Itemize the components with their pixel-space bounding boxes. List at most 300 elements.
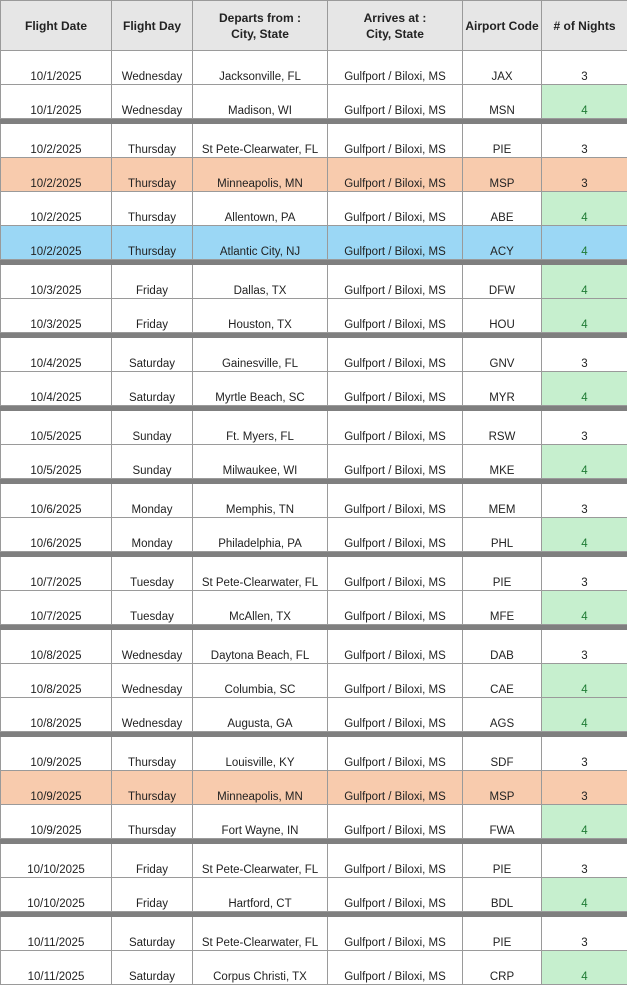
cell-flight-day[interactable]: [112, 51, 193, 85]
cell-airport-code[interactable]: [463, 484, 542, 518]
cell-departs-city-text: Fort Wayne, IN: [221, 825, 299, 837]
cell-flight-date-text: 10/2/2025: [30, 246, 82, 258]
cell-arrives-city[interactable]: [328, 917, 463, 951]
header-arrives-line2: City, State: [366, 26, 424, 41]
cell-flight-day[interactable]: [112, 124, 193, 158]
cell-nights-text: 3: [581, 757, 588, 769]
cell-flight-day-text: Wednesday: [121, 718, 183, 730]
cell-flight-day[interactable]: [112, 518, 193, 552]
cell-flight-date[interactable]: [1, 630, 112, 664]
cell-airport-code-text: CAE: [490, 684, 514, 696]
cell-flight-day-text: Saturday: [128, 358, 176, 370]
cell-flight-date[interactable]: [1, 557, 112, 591]
header-flight-date[interactable]: Flight Date: [1, 1, 112, 51]
cell-departs-city[interactable]: [193, 664, 328, 698]
cell-arrives-city[interactable]: [328, 445, 463, 479]
cell-departs-city-text: Myrtle Beach, SC: [215, 392, 305, 404]
cell-flight-day-text: Monday: [131, 504, 173, 516]
cell-flight-day[interactable]: [112, 158, 193, 192]
cell-airport-code[interactable]: [463, 51, 542, 85]
cell-departs-city-text: Madison, WI: [228, 105, 292, 117]
table-row: [1, 445, 627, 479]
cell-airport-code-text: JAX: [491, 71, 513, 83]
header-number-of-nights[interactable]: # of Nights: [542, 1, 627, 51]
cell-nights[interactable]: [542, 951, 627, 985]
cell-airport-code[interactable]: [463, 265, 542, 299]
cell-flight-day-text: Friday: [136, 319, 168, 331]
cell-departs-city[interactable]: [193, 51, 328, 85]
cell-flight-day[interactable]: [112, 338, 193, 372]
cell-departs-city[interactable]: [193, 445, 328, 479]
cell-nights-text: 3: [581, 431, 588, 443]
cell-nights[interactable]: [542, 844, 627, 878]
cell-flight-day[interactable]: [112, 372, 193, 406]
cell-flight-day-text: Tuesday: [130, 611, 174, 623]
cell-arrives-city-text: Gulfport / Biloxi, MS: [344, 71, 446, 83]
cell-arrives-city-text: Gulfport / Biloxi, MS: [344, 144, 446, 156]
cell-arrives-city-text: Gulfport / Biloxi, MS: [344, 577, 446, 589]
cell-flight-day[interactable]: [112, 805, 193, 839]
cell-flight-date-text: 10/8/2025: [30, 718, 82, 730]
cell-flight-day[interactable]: [112, 445, 193, 479]
cell-arrives-city[interactable]: [328, 372, 463, 406]
cell-airport-code[interactable]: [463, 445, 542, 479]
cell-airport-code-text: RSW: [488, 431, 516, 443]
cell-nights-text: 3: [581, 71, 588, 83]
cell-nights[interactable]: [542, 591, 627, 625]
table-row: [1, 192, 627, 226]
cell-airport-code[interactable]: [463, 737, 542, 771]
cell-airport-code[interactable]: [463, 124, 542, 158]
cell-nights-text: 3: [581, 864, 588, 876]
cell-flight-day[interactable]: [112, 951, 193, 985]
table-row: [1, 372, 627, 406]
header-flight-day[interactable]: Flight Day: [112, 1, 193, 51]
cell-flight-date-text: 10/4/2025: [30, 358, 82, 370]
cell-departs-city-text: Louisville, KY: [225, 757, 295, 769]
cell-flight-day[interactable]: [112, 737, 193, 771]
cell-nights-text: 3: [581, 178, 588, 190]
cell-flight-day[interactable]: [112, 844, 193, 878]
cell-arrives-city[interactable]: [328, 51, 463, 85]
cell-departs-city-text: Houston, TX: [228, 319, 292, 331]
cell-flight-date-text: 10/11/2025: [27, 971, 85, 983]
cell-flight-date[interactable]: [1, 484, 112, 518]
cell-departs-city-text: Minneapolis, MN: [217, 791, 303, 803]
cell-airport-code-text: CRP: [489, 971, 515, 983]
cell-airport-code-text: PHL: [490, 538, 514, 550]
cell-airport-code-text: MEM: [488, 504, 516, 516]
cell-arrives-city[interactable]: [328, 299, 463, 333]
cell-flight-date[interactable]: [1, 445, 112, 479]
cell-departs-city-text: St Pete-Clearwater, FL: [201, 864, 319, 876]
cell-departs-city[interactable]: [193, 951, 328, 985]
cell-nights-text: 3: [581, 650, 588, 662]
cell-nights-text: 3: [581, 791, 588, 803]
cell-airport-code[interactable]: [463, 299, 542, 333]
cell-nights[interactable]: [542, 664, 627, 698]
cell-arrives-city-text: Gulfport / Biloxi, MS: [344, 757, 446, 769]
cell-nights[interactable]: [542, 878, 627, 912]
cell-flight-date-text: 10/5/2025: [30, 431, 82, 443]
cell-departs-city-text: Philadelphia, PA: [218, 538, 302, 550]
cell-departs-city[interactable]: [193, 484, 328, 518]
cell-flight-date-text: 10/7/2025: [30, 611, 82, 623]
cell-airport-code-text: HOU: [489, 319, 515, 331]
cell-nights-text: 4: [581, 212, 588, 224]
cell-flight-date[interactable]: [1, 844, 112, 878]
cell-flight-date[interactable]: [1, 411, 112, 445]
cell-nights[interactable]: [542, 411, 627, 445]
cell-flight-date-text: 10/5/2025: [30, 465, 82, 477]
cell-airport-code[interactable]: [463, 518, 542, 552]
cell-flight-day-text: Saturday: [128, 937, 176, 949]
cell-arrives-city-text: Gulfport / Biloxi, MS: [344, 898, 446, 910]
cell-nights[interactable]: [542, 51, 627, 85]
cell-flight-day[interactable]: [112, 484, 193, 518]
cell-flight-date[interactable]: [1, 51, 112, 85]
cell-arrives-city[interactable]: [328, 805, 463, 839]
cell-flight-date[interactable]: [1, 917, 112, 951]
cell-airport-code-text: MYR: [489, 392, 515, 404]
cell-airport-code-text: ABE: [490, 212, 514, 224]
cell-flight-day[interactable]: [112, 878, 193, 912]
cell-departs-city-text: Atlantic City, NJ: [219, 246, 301, 258]
cell-departs-city-text: St Pete-Clearwater, FL: [201, 577, 319, 589]
cell-departs-city[interactable]: [193, 265, 328, 299]
cell-arrives-city[interactable]: [328, 591, 463, 625]
cell-airport-code-text: DFW: [488, 285, 516, 297]
header-departs-from[interactable]: [193, 1, 328, 51]
cell-airport-code[interactable]: [463, 338, 542, 372]
cell-arrives-city-text: Gulfport / Biloxi, MS: [344, 105, 446, 117]
cell-airport-code[interactable]: [463, 411, 542, 445]
cell-flight-date[interactable]: [1, 192, 112, 226]
cell-airport-code[interactable]: [463, 771, 542, 805]
table-row: [1, 805, 627, 839]
cell-flight-date[interactable]: [1, 85, 112, 119]
cell-nights[interactable]: [542, 338, 627, 372]
table-row: [1, 591, 627, 625]
cell-flight-day-text: Thursday: [128, 178, 176, 190]
cell-flight-date-text: 10/1/2025: [30, 71, 82, 83]
cell-arrives-city-text: Gulfport / Biloxi, MS: [344, 431, 446, 443]
cell-airport-code[interactable]: [463, 557, 542, 591]
cell-departs-city[interactable]: [193, 844, 328, 878]
cell-arrives-city[interactable]: [328, 664, 463, 698]
cell-nights-text: 4: [581, 971, 588, 983]
cell-airport-code-text: MFE: [489, 611, 515, 623]
cell-flight-day-text: Thursday: [128, 212, 176, 224]
table-row: [1, 299, 627, 333]
cell-nights[interactable]: [542, 557, 627, 591]
cell-departs-city[interactable]: [193, 158, 328, 192]
cell-arrives-city-text: Gulfport / Biloxi, MS: [344, 611, 446, 623]
cell-departs-city[interactable]: [193, 698, 328, 732]
cell-nights[interactable]: [542, 917, 627, 951]
cell-flight-date-text: 10/10/2025: [27, 864, 85, 876]
cell-arrives-city[interactable]: [328, 411, 463, 445]
cell-nights[interactable]: [542, 445, 627, 479]
cell-nights[interactable]: [542, 518, 627, 552]
cell-departs-city[interactable]: [193, 338, 328, 372]
cell-flight-day-text: Saturday: [128, 392, 176, 404]
cell-nights-text: 3: [581, 504, 588, 516]
cell-airport-code-text: PIE: [492, 144, 512, 156]
cell-arrives-city[interactable]: [328, 226, 463, 260]
cell-departs-city[interactable]: [193, 411, 328, 445]
table-row: [1, 51, 627, 85]
cell-nights[interactable]: [542, 484, 627, 518]
cell-flight-day[interactable]: [112, 917, 193, 951]
cell-flight-date[interactable]: [1, 737, 112, 771]
cell-nights[interactable]: [542, 737, 627, 771]
cell-nights[interactable]: [542, 372, 627, 406]
cell-nights-text: 4: [581, 611, 588, 623]
cell-departs-city[interactable]: [193, 630, 328, 664]
cell-departs-city[interactable]: [193, 737, 328, 771]
cell-departs-city[interactable]: [193, 372, 328, 406]
cell-nights-text: 3: [581, 577, 588, 589]
cell-flight-date-text: 10/7/2025: [30, 577, 82, 589]
cell-flight-day[interactable]: [112, 192, 193, 226]
cell-arrives-city-text: Gulfport / Biloxi, MS: [344, 825, 446, 837]
cell-departs-city[interactable]: [193, 85, 328, 119]
cell-airport-code-text: MSN: [489, 105, 515, 117]
cell-airport-code[interactable]: [463, 878, 542, 912]
cell-arrives-city[interactable]: [328, 124, 463, 158]
cell-arrives-city-text: Gulfport / Biloxi, MS: [344, 538, 446, 550]
cell-flight-day-text: Thursday: [128, 144, 176, 156]
cell-flight-date[interactable]: [1, 158, 112, 192]
cell-arrives-city-text: Gulfport / Biloxi, MS: [344, 971, 446, 983]
cell-flight-date-text: 10/2/2025: [30, 212, 82, 224]
cell-flight-date-text: 10/3/2025: [30, 285, 82, 297]
cell-departs-city[interactable]: [193, 557, 328, 591]
cell-airport-code[interactable]: [463, 591, 542, 625]
cell-flight-day-text: Sunday: [132, 465, 172, 477]
cell-arrives-city[interactable]: [328, 771, 463, 805]
cell-flight-day[interactable]: [112, 557, 193, 591]
cell-airport-code-text: DAB: [490, 650, 514, 662]
cell-flight-date[interactable]: [1, 664, 112, 698]
table-row: [1, 158, 627, 192]
cell-flight-day[interactable]: [112, 591, 193, 625]
cell-flight-day-text: Thursday: [128, 825, 176, 837]
cell-flight-date[interactable]: [1, 951, 112, 985]
table-row: [1, 698, 627, 732]
cell-nights[interactable]: [542, 299, 627, 333]
cell-nights-text: 4: [581, 105, 588, 117]
cell-flight-date[interactable]: [1, 372, 112, 406]
cell-airport-code[interactable]: [463, 698, 542, 732]
cell-nights[interactable]: [542, 226, 627, 260]
cell-airport-code[interactable]: [463, 192, 542, 226]
cell-arrives-city[interactable]: [328, 338, 463, 372]
cell-arrives-city[interactable]: [328, 557, 463, 591]
cell-arrives-city[interactable]: [328, 192, 463, 226]
cell-arrives-city-text: Gulfport / Biloxi, MS: [344, 684, 446, 696]
cell-arrives-city[interactable]: [328, 484, 463, 518]
cell-airport-code-text: PIE: [492, 864, 512, 876]
cell-nights-text: 4: [581, 285, 588, 297]
cell-nights[interactable]: [542, 265, 627, 299]
cell-flight-day[interactable]: [112, 664, 193, 698]
cell-flight-date[interactable]: [1, 518, 112, 552]
table-row: [1, 226, 627, 260]
cell-nights[interactable]: [542, 805, 627, 839]
cell-departs-city-text: Jacksonville, FL: [219, 71, 301, 83]
cell-flight-date[interactable]: [1, 698, 112, 732]
header-departs-line2: City, State: [231, 26, 289, 41]
cell-airport-code[interactable]: [463, 630, 542, 664]
cell-airport-code-text: ACY: [490, 246, 514, 258]
cell-flight-day[interactable]: [112, 630, 193, 664]
cell-nights-text: 3: [581, 144, 588, 156]
cell-arrives-city-text: Gulfport / Biloxi, MS: [344, 246, 446, 258]
cell-flight-date[interactable]: [1, 878, 112, 912]
cell-flight-date-text: 10/9/2025: [30, 825, 82, 837]
cell-nights-text: 4: [581, 684, 588, 696]
cell-flight-date[interactable]: [1, 591, 112, 625]
table-row: [1, 951, 627, 985]
cell-airport-code-text: MKE: [489, 465, 515, 477]
cell-airport-code[interactable]: [463, 372, 542, 406]
cell-nights-text: 4: [581, 319, 588, 331]
cell-flight-day[interactable]: [112, 265, 193, 299]
cell-flight-date-text: 10/11/2025: [27, 937, 85, 949]
cell-departs-city-text: Augusta, GA: [227, 718, 293, 730]
cell-flight-date-text: 10/8/2025: [30, 684, 82, 696]
cell-nights-text: 4: [581, 898, 588, 910]
header-departs-line1: Departs from :: [218, 10, 301, 25]
cell-flight-day-text: Monday: [131, 538, 173, 550]
cell-airport-code-text: PIE: [492, 937, 512, 949]
cell-airport-code[interactable]: [463, 664, 542, 698]
cell-arrives-city[interactable]: [328, 844, 463, 878]
header-row: [1, 1, 627, 51]
cell-flight-day-text: Thursday: [128, 791, 176, 803]
cell-flight-date-text: 10/2/2025: [30, 178, 82, 190]
table-row: [1, 917, 627, 951]
cell-departs-city[interactable]: [193, 226, 328, 260]
cell-flight-day-text: Wednesday: [121, 684, 183, 696]
header-airport-code[interactable]: Airport Code: [463, 1, 542, 51]
cell-flight-date-text: 10/8/2025: [30, 650, 82, 662]
cell-flight-date[interactable]: [1, 805, 112, 839]
cell-flight-day[interactable]: [112, 226, 193, 260]
cell-arrives-city-text: Gulfport / Biloxi, MS: [344, 504, 446, 516]
cell-departs-city-text: McAllen, TX: [229, 611, 291, 623]
table-body: [1, 51, 627, 985]
cell-departs-city[interactable]: [193, 591, 328, 625]
cell-airport-code[interactable]: [463, 917, 542, 951]
cell-flight-date[interactable]: [1, 299, 112, 333]
cell-arrives-city-text: Gulfport / Biloxi, MS: [344, 791, 446, 803]
cell-departs-city-text: Milwaukee, WI: [222, 465, 298, 477]
cell-arrives-city[interactable]: [328, 518, 463, 552]
cell-departs-city[interactable]: [193, 878, 328, 912]
cell-flight-day[interactable]: [112, 411, 193, 445]
cell-airport-code[interactable]: [463, 158, 542, 192]
cell-arrives-city-text: Gulfport / Biloxi, MS: [344, 465, 446, 477]
cell-departs-city-text: St Pete-Clearwater, FL: [201, 937, 319, 949]
table-row: [1, 484, 627, 518]
cell-arrives-city[interactable]: [328, 265, 463, 299]
cell-departs-city-text: St Pete-Clearwater, FL: [201, 144, 319, 156]
cell-arrives-city[interactable]: [328, 737, 463, 771]
cell-flight-day-text: Thursday: [128, 246, 176, 258]
table-row: [1, 518, 627, 552]
cell-departs-city[interactable]: [193, 518, 328, 552]
cell-flight-date[interactable]: [1, 771, 112, 805]
cell-airport-code[interactable]: [463, 85, 542, 119]
cell-departs-city[interactable]: [193, 771, 328, 805]
cell-flight-date[interactable]: [1, 338, 112, 372]
cell-arrives-city-text: Gulfport / Biloxi, MS: [344, 285, 446, 297]
cell-nights[interactable]: [542, 630, 627, 664]
cell-departs-city[interactable]: [193, 299, 328, 333]
cell-airport-code[interactable]: [463, 951, 542, 985]
cell-flight-day-text: Wednesday: [121, 105, 183, 117]
cell-nights[interactable]: [542, 158, 627, 192]
cell-airport-code[interactable]: [463, 226, 542, 260]
cell-flight-day[interactable]: [112, 698, 193, 732]
cell-departs-city[interactable]: [193, 917, 328, 951]
table-row: [1, 664, 627, 698]
cell-flight-day[interactable]: [112, 771, 193, 805]
cell-flight-date-text: 10/4/2025: [30, 392, 82, 404]
cell-flight-date[interactable]: [1, 226, 112, 260]
cell-nights[interactable]: [542, 771, 627, 805]
cell-flight-date-text: 10/6/2025: [30, 504, 82, 516]
cell-airport-code[interactable]: [463, 805, 542, 839]
cell-flight-day-text: Wednesday: [121, 650, 183, 662]
cell-departs-city[interactable]: [193, 124, 328, 158]
cell-nights[interactable]: [542, 124, 627, 158]
cell-nights-text: 4: [581, 465, 588, 477]
cell-flight-day[interactable]: [112, 85, 193, 119]
cell-departs-city-text: Corpus Christi, TX: [213, 971, 307, 983]
cell-flight-day-text: Wednesday: [121, 71, 183, 83]
cell-flight-day-text: Friday: [136, 864, 168, 876]
cell-flight-day[interactable]: [112, 299, 193, 333]
cell-arrives-city[interactable]: [328, 698, 463, 732]
cell-departs-city-text: Hartford, CT: [228, 898, 292, 910]
cell-nights[interactable]: [542, 192, 627, 226]
table-row: [1, 737, 627, 771]
cell-arrives-city[interactable]: [328, 85, 463, 119]
cell-nights-text: 4: [581, 538, 588, 550]
cell-airport-code-text: GNV: [489, 358, 515, 370]
header-arrives-at[interactable]: [328, 1, 463, 51]
cell-arrives-city[interactable]: [328, 158, 463, 192]
cell-arrives-city[interactable]: [328, 630, 463, 664]
cell-nights[interactable]: [542, 698, 627, 732]
cell-arrives-city[interactable]: [328, 878, 463, 912]
cell-flight-date[interactable]: [1, 124, 112, 158]
cell-arrives-city[interactable]: [328, 951, 463, 985]
cell-departs-city[interactable]: [193, 805, 328, 839]
cell-arrives-city-text: Gulfport / Biloxi, MS: [344, 718, 446, 730]
cell-nights[interactable]: [542, 85, 627, 119]
cell-flight-day-text: Tuesday: [130, 577, 174, 589]
cell-airport-code[interactable]: [463, 844, 542, 878]
cell-flight-day-text: Thursday: [128, 757, 176, 769]
cell-departs-city[interactable]: [193, 192, 328, 226]
cell-flight-day-text: Saturday: [128, 971, 176, 983]
cell-flight-date[interactable]: [1, 265, 112, 299]
